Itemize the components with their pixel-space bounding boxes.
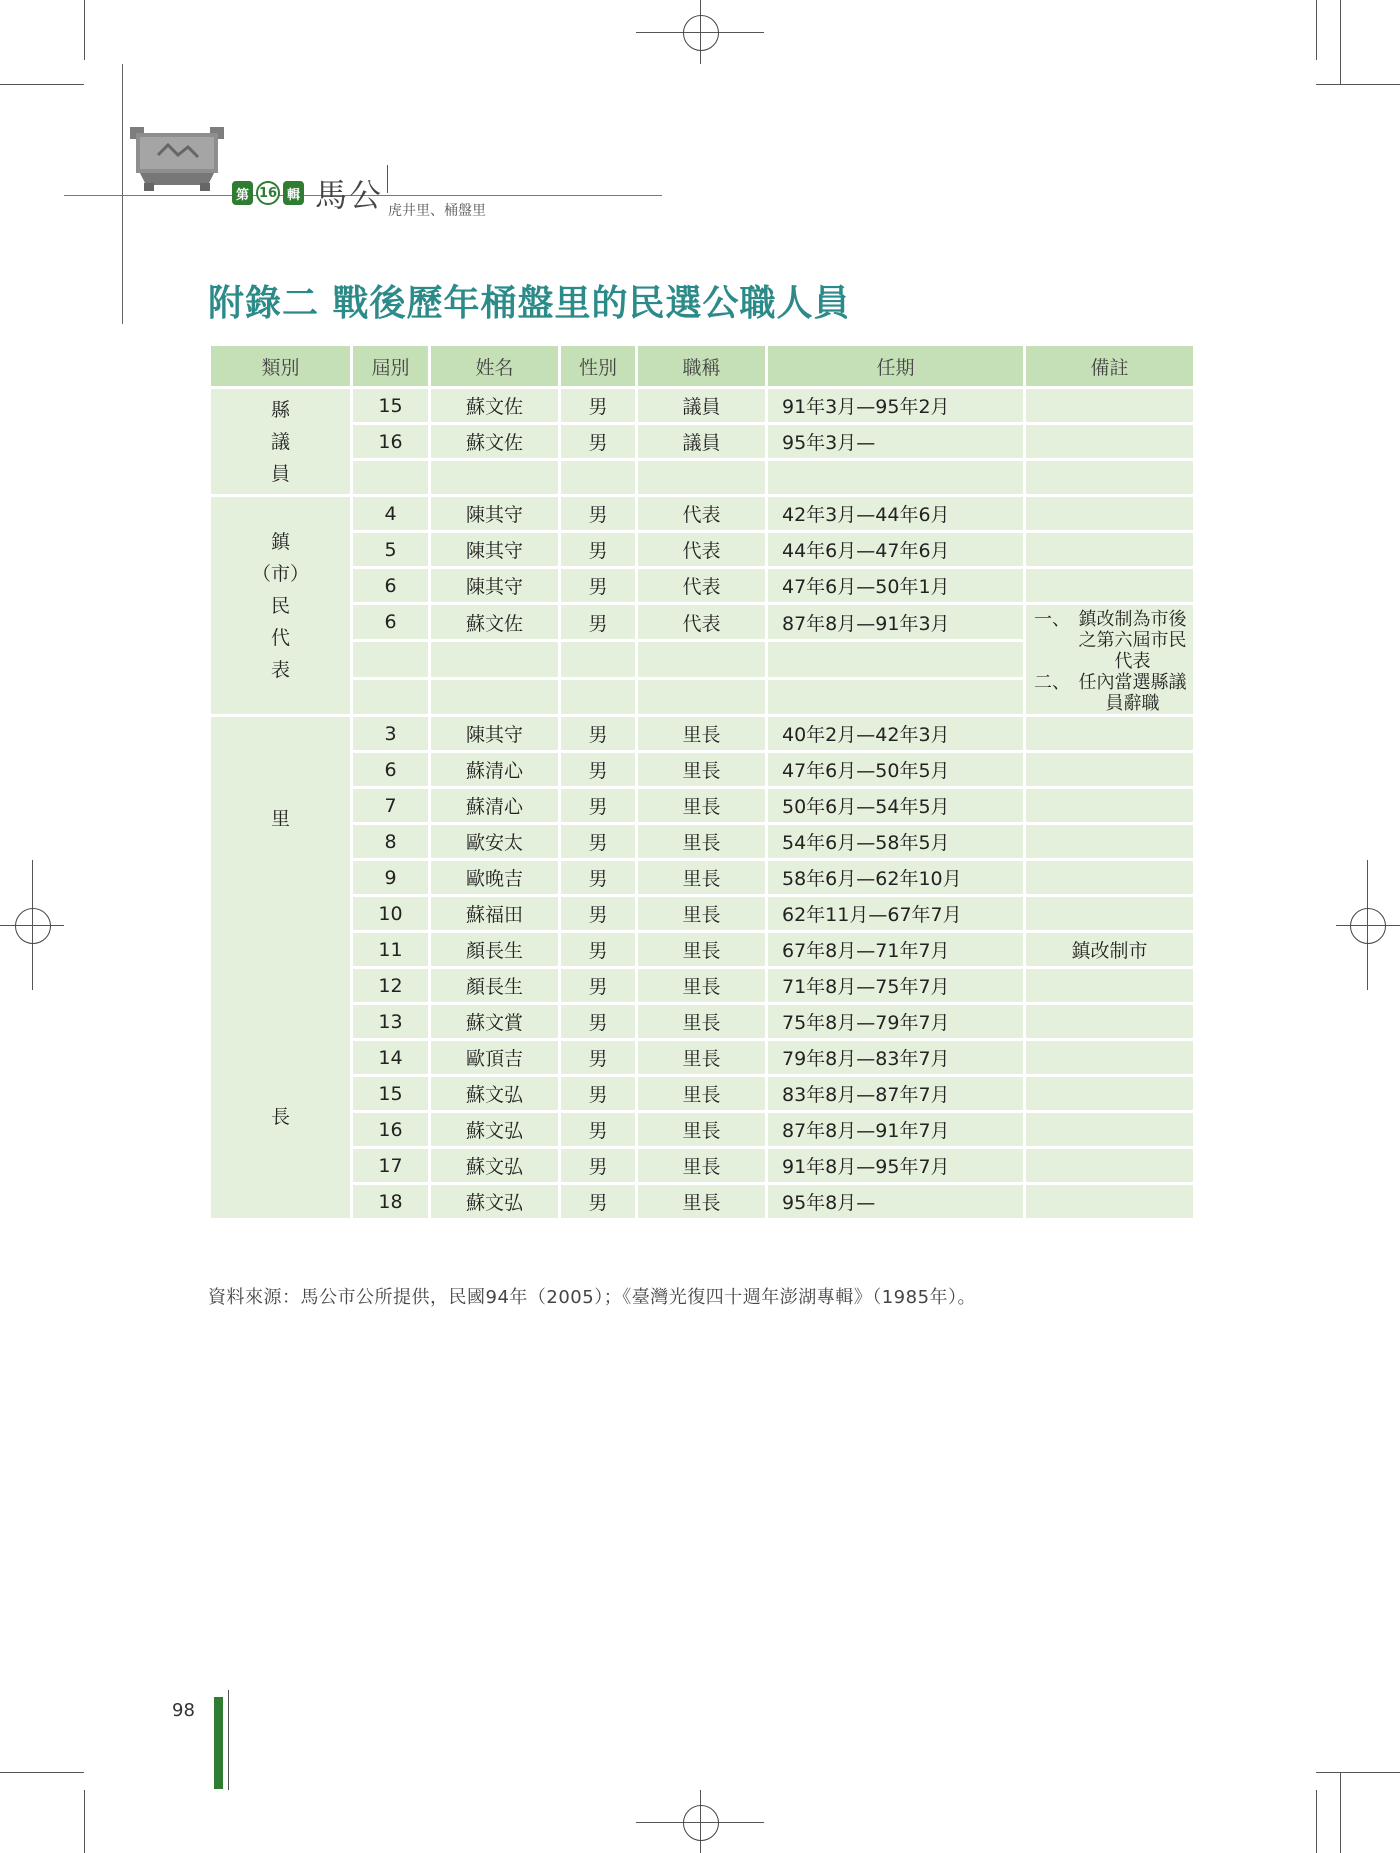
table-row <box>210 424 1195 460</box>
category-char: 長 <box>270 1105 290 1128</box>
cell-gender: 男 <box>560 532 637 568</box>
table-row <box>210 388 1195 424</box>
cell-name: 蘇文弘 <box>430 1076 560 1112</box>
village-chief-group <box>210 716 1195 1220</box>
cell-gender: 男 <box>560 568 637 604</box>
cell-name: 蘇清心 <box>430 752 560 788</box>
cell-term: 6 <box>352 568 430 604</box>
table-row <box>210 788 1195 824</box>
category-char: 縣 <box>270 398 290 421</box>
crop-mark <box>1316 84 1400 85</box>
crop-mark <box>84 1790 85 1853</box>
crop-mark <box>1316 1790 1317 1853</box>
cell-note <box>1025 1004 1195 1040</box>
crop-mark <box>0 1772 84 1773</box>
cell-tenure <box>767 641 1025 678</box>
cell-name: 蘇文弘 <box>430 1184 560 1220</box>
table-row <box>210 604 1195 641</box>
cell-title: 議員 <box>637 424 767 460</box>
cell-note <box>1025 1112 1195 1148</box>
cell-title: 里長 <box>637 1040 767 1076</box>
cell-term <box>352 460 430 496</box>
cell-gender: 男 <box>560 788 637 824</box>
cell-term: 16 <box>352 424 430 460</box>
cell-note: 鎮改制市 <box>1025 932 1195 968</box>
cell-tenure: 79年8月—83年7月 <box>767 1040 1025 1076</box>
table-row <box>210 1148 1195 1184</box>
cell-tenure: 83年8月—87年7月 <box>767 1076 1025 1112</box>
header-subtitle: 虎井里、桶盤里 <box>388 203 486 219</box>
stone-planter-icon <box>128 125 226 193</box>
category-char: 里 <box>270 807 290 830</box>
cell-name <box>430 460 560 496</box>
cell-note-merged <box>1025 604 1195 716</box>
table-row <box>210 968 1195 1004</box>
cell-gender <box>560 678 637 715</box>
cell-tenure: 95年8月— <box>767 1184 1025 1220</box>
header-divider <box>387 165 388 193</box>
cell-note <box>1025 568 1195 604</box>
cell-note <box>1025 496 1195 532</box>
table-row <box>210 932 1195 968</box>
table-row <box>210 1184 1195 1220</box>
cell-note <box>1025 1040 1195 1076</box>
series-title: 馬公 <box>315 176 384 214</box>
cell-tenure: 47年6月—50年1月 <box>767 568 1025 604</box>
cell-name <box>430 641 560 678</box>
series-number: 16 <box>256 181 280 205</box>
category-cell <box>210 496 352 716</box>
column-header: 備註 <box>1025 345 1195 388</box>
cell-term: 15 <box>352 1076 430 1112</box>
cell-term: 3 <box>352 716 430 752</box>
cell-term: 11 <box>352 932 430 968</box>
cell-note <box>1025 860 1195 896</box>
cell-title: 代表 <box>637 604 767 641</box>
cell-title: 里長 <box>637 896 767 932</box>
cell-name: 蘇文弘 <box>430 1112 560 1148</box>
cell-title: 里長 <box>637 716 767 752</box>
cell-gender: 男 <box>560 752 637 788</box>
cell-note <box>1025 424 1195 460</box>
note-text: 鎮改制為市後之第六屆市民代表 <box>1078 609 1187 672</box>
page-bar-rule <box>228 1690 229 1790</box>
cell-term <box>352 678 430 715</box>
cell-title: 里長 <box>637 1076 767 1112</box>
officials-table <box>208 343 1196 1221</box>
cell-tenure: 95年3月— <box>767 424 1025 460</box>
crop-mark <box>1340 0 1341 84</box>
cell-name: 蘇福田 <box>430 896 560 932</box>
cell-name: 蘇文賞 <box>430 1004 560 1040</box>
note-item <box>1026 609 1193 672</box>
cell-gender: 男 <box>560 1004 637 1040</box>
table-row <box>210 896 1195 932</box>
cell-term: 9 <box>352 860 430 896</box>
table-row <box>210 496 1195 532</box>
table-row <box>210 1112 1195 1148</box>
registration-mark <box>683 15 719 51</box>
category-char: 表 <box>270 658 290 681</box>
cell-name: 蘇文佐 <box>430 388 560 424</box>
cell-title: 里長 <box>637 824 767 860</box>
cell-title <box>637 678 767 715</box>
cell-term: 16 <box>352 1112 430 1148</box>
cell-term: 17 <box>352 1148 430 1184</box>
crop-mark <box>1340 1772 1341 1853</box>
cell-tenure: 44年6月—47年6月 <box>767 532 1025 568</box>
table-row <box>210 1076 1195 1112</box>
table-row <box>210 716 1195 752</box>
crop-mark <box>0 84 84 85</box>
cell-gender: 男 <box>560 968 637 1004</box>
registration-mark <box>1350 908 1386 944</box>
cell-term: 10 <box>352 896 430 932</box>
cell-note <box>1025 532 1195 568</box>
cell-name: 歐安太 <box>430 824 560 860</box>
cell-name: 蘇清心 <box>430 788 560 824</box>
cell-title: 里長 <box>637 1148 767 1184</box>
cell-title: 里長 <box>637 860 767 896</box>
cell-gender: 男 <box>560 932 637 968</box>
category-cell <box>210 388 352 496</box>
column-header: 類別 <box>210 345 352 388</box>
cell-tenure <box>767 678 1025 715</box>
registration-mark <box>683 1805 719 1841</box>
cell-name: 陳其守 <box>430 568 560 604</box>
cell-note <box>1025 824 1195 860</box>
cell-name: 蘇文佐 <box>430 604 560 641</box>
page-number: 98 <box>172 1700 195 1721</box>
header-vertical-rule <box>122 64 123 324</box>
category-char: 民 <box>270 594 290 617</box>
cell-name: 陳其守 <box>430 532 560 568</box>
cell-term: 15 <box>352 388 430 424</box>
cell-tenure: 40年2月—42年3月 <box>767 716 1025 752</box>
cell-name: 顏長生 <box>430 932 560 968</box>
cell-gender <box>560 641 637 678</box>
cell-name: 陳其守 <box>430 716 560 752</box>
series-badge <box>232 170 383 216</box>
series-prefix: 第 <box>232 181 253 205</box>
cell-title: 里長 <box>637 968 767 1004</box>
cell-gender: 男 <box>560 824 637 860</box>
cell-term: 6 <box>352 752 430 788</box>
cell-title: 里長 <box>637 1112 767 1148</box>
table-row <box>210 568 1195 604</box>
cell-name: 顏長生 <box>430 968 560 1004</box>
table-row <box>210 752 1195 788</box>
cell-term: 6 <box>352 604 430 641</box>
cell-tenure: 42年3月—44年6月 <box>767 496 1025 532</box>
cell-tenure: 58年6月—62年10月 <box>767 860 1025 896</box>
cell-note <box>1025 788 1195 824</box>
cell-gender: 男 <box>560 424 637 460</box>
cell-note <box>1025 716 1195 752</box>
cell-gender: 男 <box>560 1076 637 1112</box>
cell-title: 里長 <box>637 932 767 968</box>
table-row <box>210 860 1195 896</box>
cell-note <box>1025 460 1195 496</box>
cell-gender: 男 <box>560 716 637 752</box>
cell-gender <box>560 460 637 496</box>
cell-term: 14 <box>352 1040 430 1076</box>
cell-tenure: 91年8月—95年7月 <box>767 1148 1025 1184</box>
cell-name: 歐晚吉 <box>430 860 560 896</box>
cell-term: 13 <box>352 1004 430 1040</box>
column-header: 屆別 <box>352 345 430 388</box>
category-char: 員 <box>270 462 290 485</box>
cell-name: 蘇文弘 <box>430 1148 560 1184</box>
cell-tenure: 62年11月—67年7月 <box>767 896 1025 932</box>
cell-note <box>1025 968 1195 1004</box>
crop-mark <box>1316 1772 1400 1773</box>
cell-tenure: 54年6月—58年5月 <box>767 824 1025 860</box>
cell-note <box>1025 752 1195 788</box>
column-header: 任期 <box>767 345 1025 388</box>
cell-term: 5 <box>352 532 430 568</box>
cell-title <box>637 460 767 496</box>
column-header: 性別 <box>560 345 637 388</box>
cell-title <box>637 641 767 678</box>
category-char: （市） <box>251 562 309 585</box>
page-title: 附錄二 戰後歷年桶盤里的民選公職人員 <box>208 283 851 324</box>
cell-gender: 男 <box>560 860 637 896</box>
table-row <box>210 532 1195 568</box>
cell-title: 代表 <box>637 532 767 568</box>
category-char: 代 <box>270 626 290 649</box>
series-suffix: 輯 <box>283 181 304 205</box>
cell-gender: 男 <box>560 1040 637 1076</box>
cell-name: 歐頂吉 <box>430 1040 560 1076</box>
cell-gender: 男 <box>560 388 637 424</box>
cell-gender: 男 <box>560 896 637 932</box>
table-row <box>210 460 1195 496</box>
cell-name <box>430 678 560 715</box>
cell-title: 代表 <box>637 496 767 532</box>
cell-tenure: 71年8月—75年7月 <box>767 968 1025 1004</box>
cell-gender: 男 <box>560 1184 637 1220</box>
cell-note <box>1025 1076 1195 1112</box>
cell-term: 8 <box>352 824 430 860</box>
cell-gender: 男 <box>560 604 637 641</box>
cell-tenure: 87年8月—91年3月 <box>767 604 1025 641</box>
cell-term: 12 <box>352 968 430 1004</box>
cell-tenure: 67年8月—71年7月 <box>767 932 1025 968</box>
note-marker: 二、 <box>1034 672 1070 693</box>
crop-mark <box>1316 0 1317 60</box>
cell-title: 議員 <box>637 388 767 424</box>
cell-term: 4 <box>352 496 430 532</box>
cell-term: 7 <box>352 788 430 824</box>
cell-note <box>1025 388 1195 424</box>
cell-note <box>1025 896 1195 932</box>
cell-gender: 男 <box>560 496 637 532</box>
cell-title: 里長 <box>637 752 767 788</box>
cell-gender: 男 <box>560 1112 637 1148</box>
cell-title: 代表 <box>637 568 767 604</box>
cell-gender: 男 <box>560 1148 637 1184</box>
category-char: 議 <box>270 430 290 453</box>
cell-tenure: 75年8月—79年7月 <box>767 1004 1025 1040</box>
category-cell <box>210 716 352 1220</box>
page-bar <box>214 1697 223 1789</box>
source-note: 資料來源：馬公市公所提供，民國94年（2005）；《臺灣光復四十週年澎湖專輯》（1985年）。 <box>208 1287 977 1308</box>
cell-title: 里長 <box>637 1184 767 1220</box>
cell-title: 里長 <box>637 788 767 824</box>
note-text: 任內當選縣議員辭職 <box>1078 672 1187 714</box>
note-item <box>1026 672 1193 714</box>
cell-tenure: 50年6月—54年5月 <box>767 788 1025 824</box>
cell-name: 陳其守 <box>430 496 560 532</box>
cell-name: 蘇文佐 <box>430 424 560 460</box>
cell-tenure: 91年3月—95年2月 <box>767 388 1025 424</box>
cell-note <box>1025 1148 1195 1184</box>
registration-mark <box>15 908 51 944</box>
crop-mark <box>84 0 85 60</box>
category-char: 鎮 <box>270 530 290 553</box>
cell-tenure: 87年8月—91年7月 <box>767 1112 1025 1148</box>
table-row <box>210 1004 1195 1040</box>
cell-title: 里長 <box>637 1004 767 1040</box>
column-header: 職稱 <box>637 345 767 388</box>
table-header-row <box>210 345 1195 388</box>
table-row <box>210 1040 1195 1076</box>
column-header: 姓名 <box>430 345 560 388</box>
note-marker: 一、 <box>1034 609 1070 630</box>
cell-term: 18 <box>352 1184 430 1220</box>
cell-tenure <box>767 460 1025 496</box>
table-row <box>210 824 1195 860</box>
cell-term <box>352 641 430 678</box>
cell-tenure: 47年6月—50年5月 <box>767 752 1025 788</box>
cell-note <box>1025 1184 1195 1220</box>
